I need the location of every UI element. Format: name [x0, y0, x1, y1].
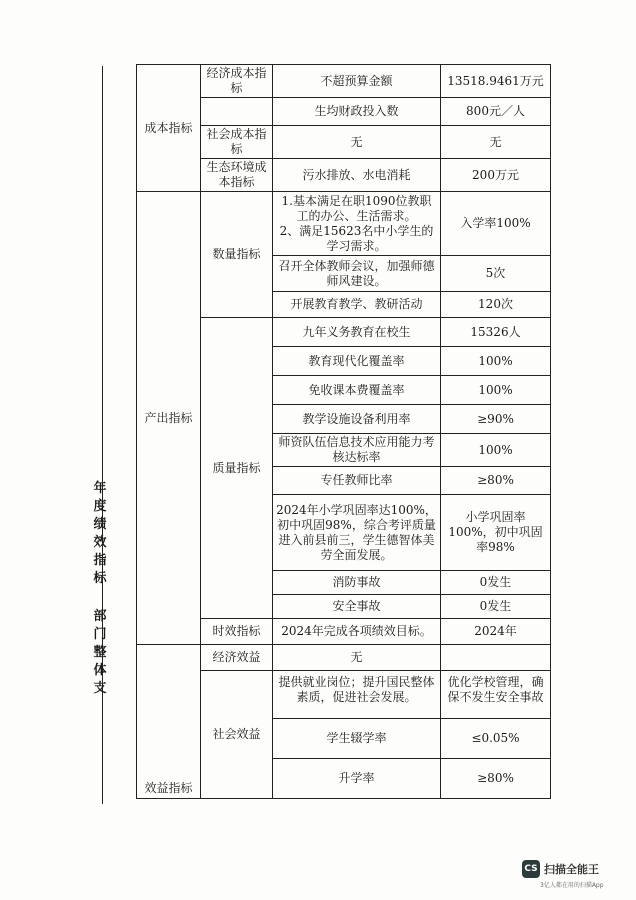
l2-social-cost: 社会成本指标	[201, 126, 273, 159]
desc-cell: 2024年完成各项绩效目标。	[273, 619, 441, 645]
value-cell: 800元／人	[441, 98, 551, 126]
desc-cell: 升学率	[273, 759, 441, 799]
desc-cell: 九年义务教育在校生	[273, 318, 441, 347]
scanner-app-name: 扫描全能王	[544, 863, 599, 876]
value-cell: 13518.9461万元	[441, 65, 551, 98]
desc-cell: 开展教育教学、教研活动	[273, 292, 441, 318]
desc-cell: 免收课本费覆盖率	[273, 376, 441, 405]
value-cell: 200万元	[441, 159, 551, 192]
desc-cell: 无	[273, 126, 441, 159]
desc-cell: 2024年小学巩固率达100%，初中巩固98%，综合考评质量进入前县前三，学生德智体美劳全面发展。	[273, 495, 441, 571]
table-row	[137, 645, 551, 671]
value-cell: ≥80%	[441, 467, 551, 495]
value-cell: 120次	[441, 292, 551, 318]
value-cell: 无	[441, 126, 551, 159]
value-cell: ≥80%	[441, 759, 551, 799]
value-cell: 5次	[441, 256, 551, 292]
l1-benefit: 效益指标	[137, 645, 201, 799]
desc-cell: 师资队伍信息技术应用能力考核达标率	[273, 434, 441, 467]
side-category-label	[88, 480, 112, 698]
scanner-logo-icon: CS	[522, 860, 540, 878]
l2-quality: 质量指标	[201, 318, 273, 619]
value-cell: 100%	[441, 347, 551, 376]
desc-cell: 安全事故	[273, 595, 441, 619]
desc-cell: 教育现代化覆盖率	[273, 347, 441, 376]
l2-econ-cost: 经济成本指标	[201, 65, 273, 98]
desc-cell: 无	[273, 645, 441, 671]
desc-cell: 生均财政投入数	[273, 98, 441, 126]
desc-cell: 专任教师比率	[273, 467, 441, 495]
value-cell: 100%	[441, 376, 551, 405]
value-cell: 15326人	[441, 318, 551, 347]
scanner-slogan: 3亿人都在用的扫描App	[540, 882, 604, 889]
value-cell: ≤0.05%	[441, 719, 551, 759]
value-cell	[441, 645, 551, 671]
desc-cell: 提供就业岗位；提升国民整体素质，促进社会发展。	[273, 671, 441, 719]
value-cell: 2024年	[441, 619, 551, 645]
value-cell: 优化学校管理，确保不发生安全事故	[441, 671, 551, 719]
side-label-top: 年度绩效指标	[93, 481, 107, 586]
desc-cell: 消防事故	[273, 571, 441, 595]
desc-cell: 不超预算金额	[273, 65, 441, 98]
l1-output: 产出指标	[137, 192, 201, 645]
desc-cell: 召开全体教师会议，加强师德师风建设。	[273, 256, 441, 292]
scanner-watermark	[522, 860, 622, 890]
l2-econ-benefit: 经济效益	[201, 645, 273, 671]
l2-quantity: 数量指标	[201, 192, 273, 318]
desc-cell: 教学设施设备利用率	[273, 405, 441, 434]
value-cell: 小学巩固率100%，初中巩固率98%	[441, 495, 551, 571]
value-cell: 0发生	[441, 571, 551, 595]
table-row	[137, 65, 551, 98]
l2-time: 时效指标	[201, 619, 273, 645]
l2-empty	[201, 98, 273, 126]
desc-cell: 1.基本满足在职1090位教职工的办公、生活需求。 2、满足15623名中小学生的学习需求。	[273, 192, 441, 256]
performance-indicator-table	[136, 64, 551, 799]
l2-social-benefit: 社会效益	[201, 671, 273, 799]
desc-cell: 学生辍学率	[273, 719, 441, 759]
table-row	[137, 192, 551, 256]
value-cell: ≥90%	[441, 405, 551, 434]
value-cell: 100%	[441, 434, 551, 467]
desc-cell: 污水排放、水电消耗	[273, 159, 441, 192]
l1-cost: 成本指标	[137, 65, 201, 192]
value-cell: 入学率100%	[441, 192, 551, 256]
value-cell: 0发生	[441, 595, 551, 619]
side-label-bottom: 部门整体支	[93, 609, 107, 696]
l2-eco-cost: 生态环境成本指标	[201, 159, 273, 192]
